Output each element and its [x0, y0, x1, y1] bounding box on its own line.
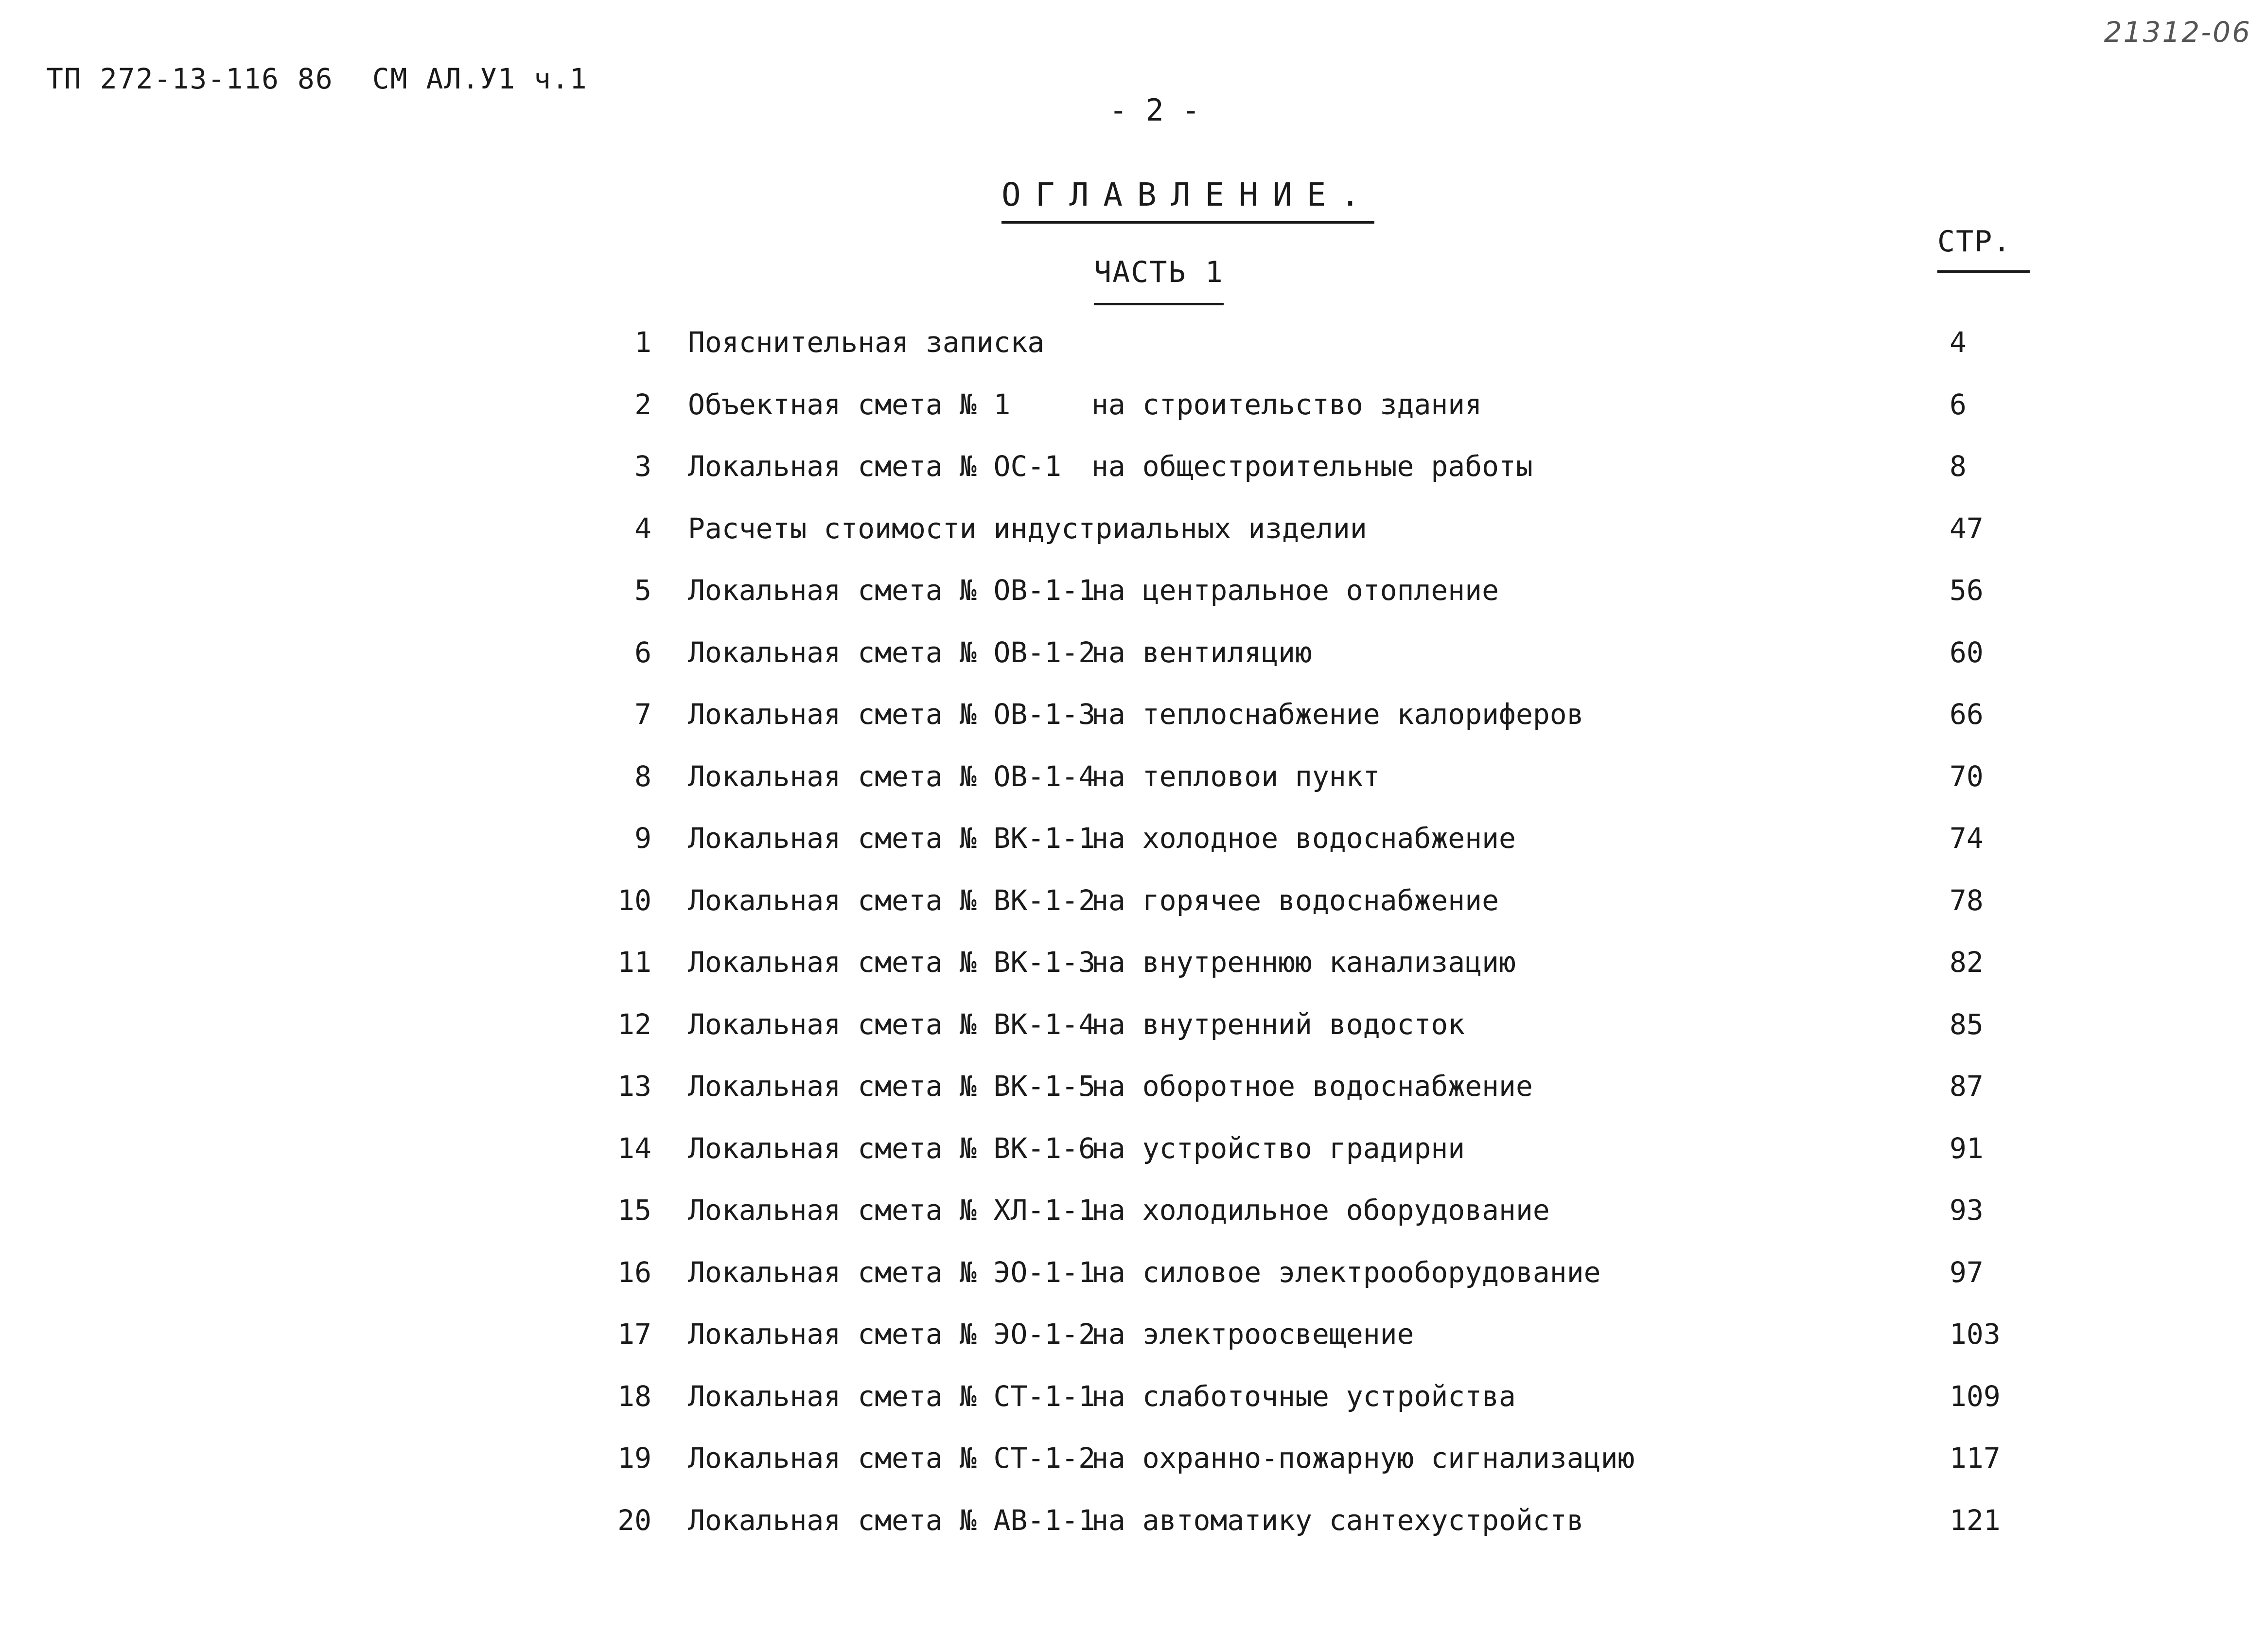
toc-entry: [617, 388, 2027, 450]
toc-entry-page: 117: [1950, 1441, 2001, 1475]
toc-entry-page: 103: [1950, 1318, 2001, 1351]
toc-entry-document: Локальная смета № ОВ-1-2: [688, 635, 1096, 669]
document-header: [46, 62, 588, 95]
toc-entry-number: 18: [617, 1379, 651, 1413]
toc-entry-document: Локальная смета № АВ-1-1: [688, 1503, 1096, 1537]
toc-entry-document: Расчеты стоимости индустриальных изделии: [688, 511, 1367, 545]
toc-entry-description: на теплоснабжение калориферов: [1091, 698, 1584, 731]
toc-entry-number: 14: [617, 1131, 651, 1165]
toc-entry-description: на охранно-пожарную сигнализацию: [1091, 1441, 1635, 1475]
toc-entry-document: Локальная смета № ВК-1-6: [688, 1131, 1096, 1165]
toc-entry-document: Локальная смета № СТ-1-2: [688, 1441, 1096, 1475]
toc-entry-description: на оборотное водоснабжение: [1091, 1070, 1533, 1103]
toc-entry-description: на тепловои пункт: [1091, 759, 1380, 793]
toc-entry-number: 13: [617, 1070, 651, 1103]
toc-entry: [617, 946, 2027, 1008]
toc-entry: [617, 326, 2027, 388]
toc-entry-page: 66: [1950, 698, 1984, 731]
doc-section: СМ АЛ.У1 ч.1: [372, 62, 588, 95]
archive-number-stamp: 21312-06: [2104, 16, 2251, 49]
toc-entry: [617, 450, 2027, 512]
toc-entry-number: 9: [634, 822, 651, 855]
toc-entry-document: Локальная смета № ОС-1: [688, 450, 1062, 483]
page-number: - 2 -: [1109, 92, 1200, 128]
toc-entry-number: 7: [634, 698, 651, 731]
toc-entry-page: 87: [1950, 1070, 1984, 1103]
toc-entry-description: на вентиляцию: [1091, 635, 1312, 669]
toc-entry-number: 19: [617, 1441, 651, 1475]
toc-entry: [617, 512, 2027, 574]
toc-entry: [617, 1318, 2027, 1380]
toc-entry-document: Локальная смета № ОВ-1-3: [688, 698, 1096, 731]
toc-entry-description: на внутренний водосток: [1091, 1007, 1465, 1041]
toc-entry-number: 20: [617, 1503, 651, 1537]
toc-entry-document: Локальная смета № ЭО-1-2: [688, 1318, 1096, 1351]
toc-entry-page: 47: [1950, 511, 1984, 545]
toc-entry-page: 97: [1950, 1255, 1984, 1289]
toc-entry-page: 8: [1950, 450, 1967, 483]
toc-entry: [617, 884, 2027, 946]
toc-entry: [617, 1008, 2027, 1070]
toc-entry-document: Локальная смета № ВК-1-3: [688, 946, 1096, 979]
toc-entry-number: 17: [617, 1318, 651, 1351]
toc-entry-description: на внутреннюю канализацию: [1091, 946, 1516, 979]
toc-entry-document: Локальная смета № ОВ-1-4: [688, 759, 1096, 793]
part-heading: ЧАСТЬ 1: [1094, 255, 1224, 305]
toc-entry-description: на общестроительные работы: [1091, 450, 1533, 483]
toc-entry-document: Локальная смета № ОВ-1-1: [688, 574, 1096, 607]
toc-entry: [617, 698, 2027, 760]
toc-entry-description: на электроосвещение: [1091, 1318, 1414, 1351]
toc-entry-number: 11: [617, 946, 651, 979]
toc-entry-document: Локальная смета № ВК-1-1: [688, 822, 1096, 855]
toc-entry-document: Пояснительная записка: [688, 326, 1045, 359]
toc-entry-description: на центральное отопление: [1091, 574, 1499, 607]
toc-entry: [617, 760, 2027, 822]
toc-entry-page: 93: [1950, 1194, 1984, 1227]
toc-entry-document: Локальная смета № ЭО-1-1: [688, 1255, 1096, 1289]
toc-entry-page: 60: [1950, 635, 1984, 669]
table-of-contents: [617, 326, 2027, 1565]
toc-entry-number: 8: [634, 759, 651, 793]
toc-entry-number: 4: [634, 511, 651, 545]
doc-code: ТП 272-13-116 86: [46, 62, 334, 95]
toc-entry-page: 6: [1950, 387, 1967, 421]
page-column-header: СТР.: [1937, 225, 2030, 273]
toc-entry-number: 3: [634, 450, 651, 483]
toc-entry-number: 12: [617, 1007, 651, 1041]
toc-entry-number: 10: [617, 883, 651, 917]
toc-entry: [617, 1441, 2027, 1504]
toc-entry-number: 2: [634, 387, 651, 421]
toc-entry: [617, 1132, 2027, 1194]
toc-entry-number: 6: [634, 635, 651, 669]
toc-entry-description: на холодильное оборудование: [1091, 1194, 1550, 1227]
toc-entry-number: 1: [634, 326, 651, 359]
toc-entry: [617, 1256, 2027, 1318]
toc-entry: [617, 822, 2027, 884]
toc-entry-page: 78: [1950, 883, 1984, 917]
toc-entry: [617, 1380, 2027, 1442]
toc-entry-page: 4: [1950, 326, 1967, 359]
toc-entry: [617, 1194, 2027, 1256]
toc-entry-description: на силовое электрооборудование: [1091, 1255, 1601, 1289]
toc-entry-number: 15: [617, 1194, 651, 1227]
toc-entry: [617, 574, 2027, 636]
toc-entry-document: Локальная смета № ВК-1-2: [688, 883, 1096, 917]
toc-entry-document: Локальная смета № ХЛ-1-1: [688, 1194, 1096, 1227]
toc-entry-description: на устройство градирни: [1091, 1131, 1465, 1165]
toc-entry-number: 16: [617, 1255, 651, 1289]
toc-entry-number: 5: [634, 574, 651, 607]
toc-entry-page: 85: [1950, 1007, 1984, 1041]
toc-entry-document: Объектная смета № 1: [688, 387, 1011, 421]
toc-entry-description: на слаботочные устройства: [1091, 1379, 1516, 1413]
toc-entry-page: 70: [1950, 759, 1984, 793]
toc-entry-page: 82: [1950, 946, 1984, 979]
toc-entry-page: 74: [1950, 822, 1984, 855]
toc-entry-description: на горячее водоснабжение: [1091, 883, 1499, 917]
toc-entry-page: 109: [1950, 1379, 2001, 1413]
toc-entry-description: на строительство здания: [1091, 387, 1482, 421]
toc-entry: [617, 636, 2027, 698]
toc-entry-page: 91: [1950, 1131, 1984, 1165]
toc-entry: [617, 1070, 2027, 1132]
toc-entry-document: Локальная смета № СТ-1-1: [688, 1379, 1096, 1413]
toc-entry-page: 56: [1950, 574, 1984, 607]
toc-entry-document: Локальная смета № ВК-1-5: [688, 1070, 1096, 1103]
page-title: ОГЛАВЛЕНИЕ.: [1001, 176, 1374, 224]
toc-entry-page: 121: [1950, 1503, 2001, 1537]
toc-entry-document: Локальная смета № ВК-1-4: [688, 1007, 1096, 1041]
toc-entry-description: на автоматику сантехустройств: [1091, 1503, 1584, 1537]
toc-entry: [617, 1504, 2027, 1566]
toc-entry-description: на холодное водоснабжение: [1091, 822, 1516, 855]
